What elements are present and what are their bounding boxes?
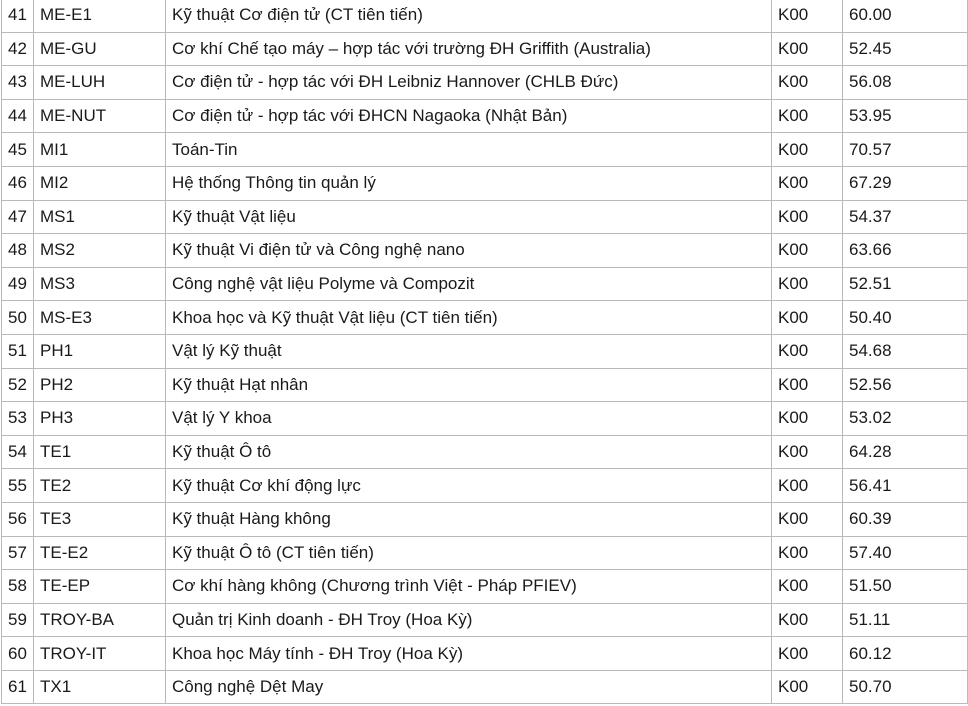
table-row <box>2 502 968 536</box>
cell-code: TE-E2 <box>34 536 166 570</box>
cell-block: K00 <box>772 502 843 536</box>
cell-code: MI1 <box>34 133 166 167</box>
cell-name: Kỹ thuật Vi điện tử và Công nghệ nano <box>166 234 772 268</box>
table-row <box>2 200 968 234</box>
cell-stt: 52 <box>2 368 34 402</box>
cell-block: K00 <box>772 0 843 32</box>
cell-score: 60.00 <box>843 0 968 32</box>
cell-score: 56.41 <box>843 469 968 503</box>
cell-name: Kỹ thuật Vật liệu <box>166 200 772 234</box>
cell-code: MS1 <box>34 200 166 234</box>
table-row <box>2 368 968 402</box>
cell-score: 60.12 <box>843 637 968 671</box>
cell-block: K00 <box>772 603 843 637</box>
cell-stt: 44 <box>2 99 34 133</box>
cell-score: 50.70 <box>843 670 968 704</box>
cell-code: MS2 <box>34 234 166 268</box>
cell-code: PH3 <box>34 402 166 436</box>
cell-stt: 45 <box>2 133 34 167</box>
cell-block: K00 <box>772 133 843 167</box>
cell-name: Cơ điện tử - hợp tác với ĐHCN Nagaoka (Nhật Bản) <box>166 99 772 133</box>
cell-code: TE-EP <box>34 570 166 604</box>
table-row <box>2 267 968 301</box>
cell-name: Khoa học và Kỹ thuật Vật liệu (CT tiên tiến) <box>166 301 772 335</box>
cell-score: 52.51 <box>843 267 968 301</box>
cell-stt: 46 <box>2 166 34 200</box>
cell-name: Kỹ thuật Cơ khí động lực <box>166 469 772 503</box>
table-row <box>2 435 968 469</box>
cell-block: K00 <box>772 334 843 368</box>
cell-code: PH2 <box>34 368 166 402</box>
cell-code: TROY-BA <box>34 603 166 637</box>
cell-name: Kỹ thuật Hàng không <box>166 502 772 536</box>
cell-code: MS-E3 <box>34 301 166 335</box>
table-row <box>2 603 968 637</box>
cell-block: K00 <box>772 570 843 604</box>
cell-code: ME-NUT <box>34 99 166 133</box>
cell-code: ME-LUH <box>34 66 166 100</box>
table-row <box>2 133 968 167</box>
cell-code: TE2 <box>34 469 166 503</box>
cell-block: K00 <box>772 670 843 704</box>
cell-block: K00 <box>772 368 843 402</box>
table-row <box>2 402 968 436</box>
admission-scores-table <box>1 0 968 704</box>
cell-name: Kỹ thuật Cơ điện tử (CT tiên tiến) <box>166 0 772 32</box>
cell-score: 67.29 <box>843 166 968 200</box>
table-row <box>2 670 968 704</box>
table-row <box>2 536 968 570</box>
cell-block: K00 <box>772 99 843 133</box>
table-row <box>2 570 968 604</box>
cell-name: Kỹ thuật Ô tô (CT tiên tiến) <box>166 536 772 570</box>
cell-stt: 55 <box>2 469 34 503</box>
table-row <box>2 66 968 100</box>
cell-block: K00 <box>772 166 843 200</box>
cell-stt: 61 <box>2 670 34 704</box>
cell-score: 51.11 <box>843 603 968 637</box>
cell-code: MI2 <box>34 166 166 200</box>
table-body <box>2 0 968 704</box>
cell-stt: 51 <box>2 334 34 368</box>
cell-name: Vật lý Y khoa <box>166 402 772 436</box>
table-row <box>2 0 968 32</box>
cell-name: Cơ điện tử - hợp tác với ĐH Leibniz Hannover (CHLB Đức) <box>166 66 772 100</box>
cell-score: 54.37 <box>843 200 968 234</box>
cell-code: TE3 <box>34 502 166 536</box>
table-row <box>2 469 968 503</box>
cell-name: Công nghệ vật liệu Polyme và Compozit <box>166 267 772 301</box>
cell-block: K00 <box>772 536 843 570</box>
table-row <box>2 334 968 368</box>
cell-stt: 43 <box>2 66 34 100</box>
cell-name: Công nghệ Dệt May <box>166 670 772 704</box>
cell-stt: 58 <box>2 570 34 604</box>
table-row <box>2 234 968 268</box>
cell-code: TE1 <box>34 435 166 469</box>
cell-score: 53.02 <box>843 402 968 436</box>
cell-block: K00 <box>772 435 843 469</box>
cell-name: Cơ khí hàng không (Chương trình Việt - Pháp PFIEV) <box>166 570 772 604</box>
table-row <box>2 637 968 671</box>
table-row <box>2 99 968 133</box>
table-row <box>2 166 968 200</box>
table-row <box>2 301 968 335</box>
cell-name: Toán-Tin <box>166 133 772 167</box>
cell-score: 64.28 <box>843 435 968 469</box>
cell-score: 60.39 <box>843 502 968 536</box>
table-row <box>2 32 968 66</box>
cell-name: Hệ thống Thông tin quản lý <box>166 166 772 200</box>
cell-score: 56.08 <box>843 66 968 100</box>
cell-name: Vật lý Kỹ thuật <box>166 334 772 368</box>
cell-block: K00 <box>772 234 843 268</box>
cell-stt: 59 <box>2 603 34 637</box>
cell-code: PH1 <box>34 334 166 368</box>
cell-stt: 42 <box>2 32 34 66</box>
cell-name: Quản trị Kinh doanh - ĐH Troy (Hoa Kỳ) <box>166 603 772 637</box>
cell-code: TROY-IT <box>34 637 166 671</box>
cell-block: K00 <box>772 200 843 234</box>
cell-stt: 50 <box>2 301 34 335</box>
cell-block: K00 <box>772 267 843 301</box>
cell-score: 52.56 <box>843 368 968 402</box>
cell-stt: 41 <box>2 0 34 32</box>
cell-block: K00 <box>772 66 843 100</box>
cell-stt: 53 <box>2 402 34 436</box>
cell-code: MS3 <box>34 267 166 301</box>
cell-score: 50.40 <box>843 301 968 335</box>
cell-block: K00 <box>772 469 843 503</box>
cell-block: K00 <box>772 637 843 671</box>
cell-code: ME-E1 <box>34 0 166 32</box>
cell-stt: 48 <box>2 234 34 268</box>
cell-score: 63.66 <box>843 234 968 268</box>
cell-name: Khoa học Máy tính - ĐH Troy (Hoa Kỳ) <box>166 637 772 671</box>
cell-block: K00 <box>772 32 843 66</box>
cell-stt: 47 <box>2 200 34 234</box>
cell-stt: 49 <box>2 267 34 301</box>
cell-stt: 54 <box>2 435 34 469</box>
cell-name: Kỹ thuật Hạt nhân <box>166 368 772 402</box>
cell-name: Cơ khí Chế tạo máy – hợp tác với trường ĐH Griffith (Australia) <box>166 32 772 66</box>
cell-stt: 57 <box>2 536 34 570</box>
cell-block: K00 <box>772 301 843 335</box>
cell-stt: 60 <box>2 637 34 671</box>
cell-stt: 56 <box>2 502 34 536</box>
cell-score: 57.40 <box>843 536 968 570</box>
cell-block: K00 <box>772 402 843 436</box>
cell-code: TX1 <box>34 670 166 704</box>
cell-score: 53.95 <box>843 99 968 133</box>
cell-score: 70.57 <box>843 133 968 167</box>
cell-name: Kỹ thuật Ô tô <box>166 435 772 469</box>
cell-code: ME-GU <box>34 32 166 66</box>
cell-score: 51.50 <box>843 570 968 604</box>
cell-score: 52.45 <box>843 32 968 66</box>
cell-score: 54.68 <box>843 334 968 368</box>
